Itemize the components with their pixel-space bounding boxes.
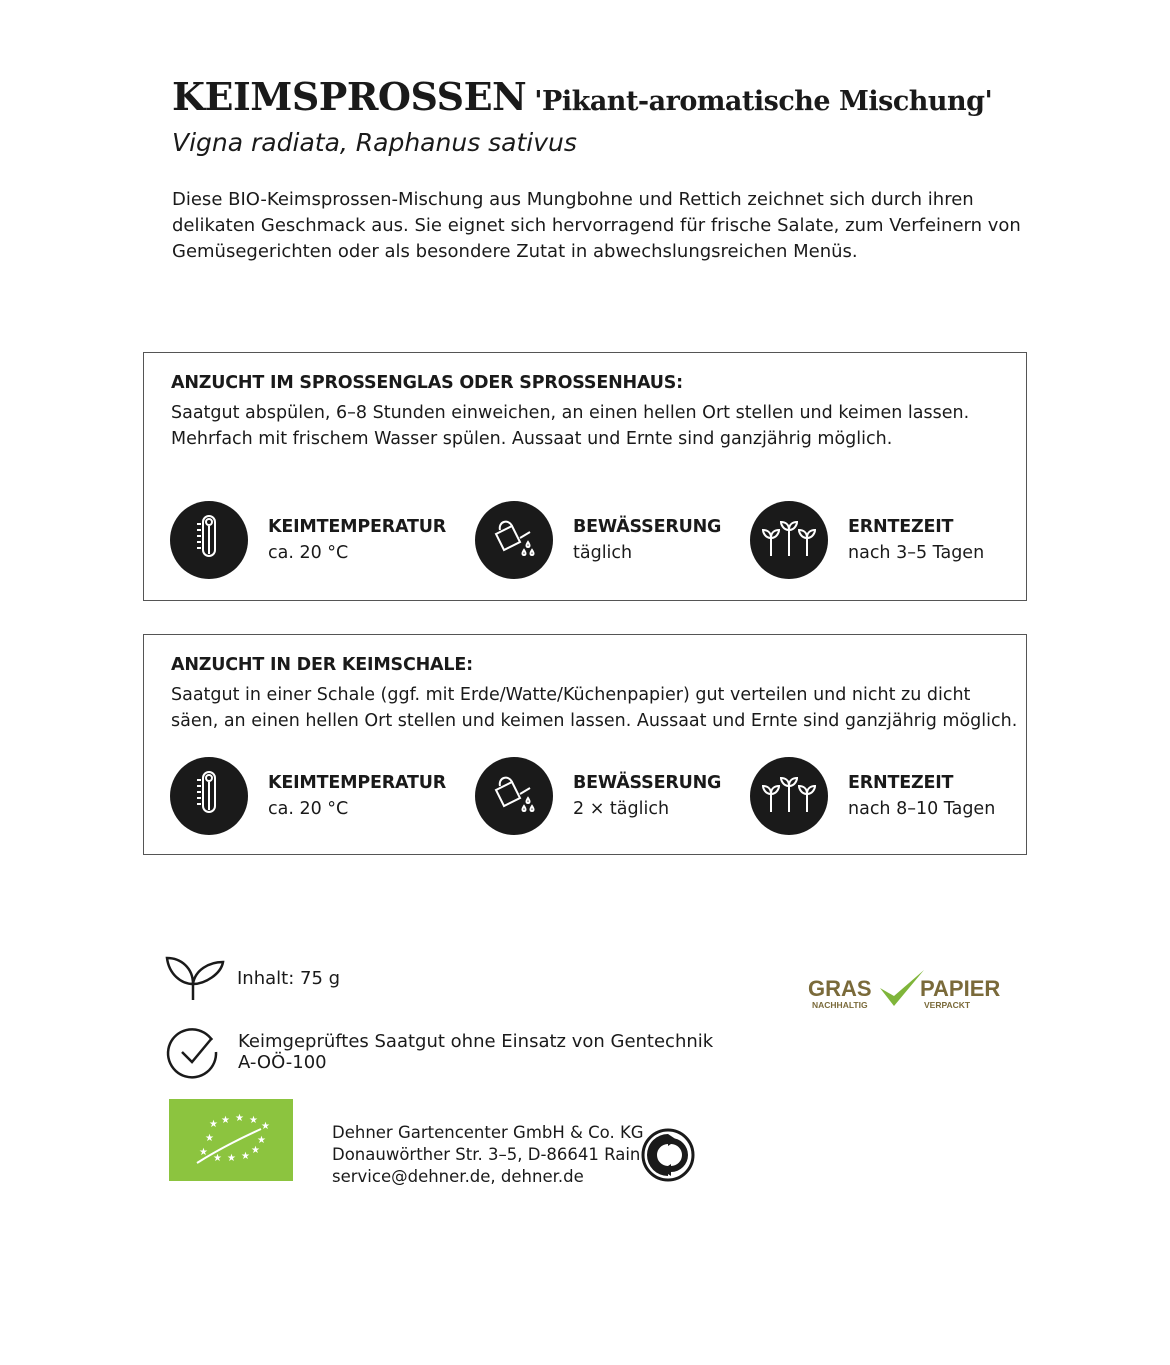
leaf-icon — [163, 952, 227, 1004]
certified-row — [166, 1024, 713, 1080]
papier-word: PAPIER — [920, 976, 1001, 1001]
stat-keimtemperatur — [170, 757, 446, 835]
stat-label: KEIMTEMPERATUR — [268, 517, 447, 537]
stat-label: ERNTEZEIT — [848, 517, 954, 537]
company-name: Dehner Gartencenter GmbH & Co. KG — [332, 1123, 644, 1142]
eu-organic-logo — [169, 1099, 293, 1181]
graspapier-logo — [808, 968, 1004, 1012]
latin-name: Vigna radiata, Raphanus sativus — [172, 128, 577, 157]
stat-value: ca. 20 °C — [268, 799, 349, 819]
stat-bewaesserung — [475, 501, 721, 579]
panel-heading: ANZUCHT IN DER KEIMSCHALE: — [171, 655, 473, 675]
stat-erntezeit — [750, 757, 995, 835]
svg-text:★: ★ — [251, 1145, 260, 1156]
svg-text:★: ★ — [209, 1119, 218, 1130]
intro-text: Diese BIO-Keimsprossen-Mischung aus Mungbohne und Rettich zeichnet sich durch ihren delikaten Geschmack aus. Sie eignet sich hervorragend für frische Salate, zum Verfeinern von Gemüsegerichten oder als besondere Zutat in abwechslungsreichen Menüs. — [172, 189, 1021, 262]
check-icon — [880, 970, 924, 1006]
inhalt-text: Inhalt: 75 g — [237, 967, 341, 989]
stat-bewaesserung — [475, 757, 721, 835]
panel-keimschale — [143, 634, 1027, 855]
papier-sub: VERPACKT — [924, 1000, 971, 1010]
sprouts-icon — [750, 757, 828, 835]
panel-sprossenglas — [143, 352, 1027, 601]
product-title: KEIMSPROSSEN — [172, 74, 527, 119]
thermometer-icon — [170, 501, 248, 579]
svg-text:★: ★ — [257, 1135, 266, 1146]
stat-keimtemperatur — [170, 501, 446, 579]
stat-value: nach 3–5 Tagen — [848, 543, 985, 563]
svg-text:★: ★ — [241, 1151, 250, 1162]
inhalt-row — [163, 952, 340, 1004]
panel-text: Saatgut abspülen, 6–8 Stunden einweichen, an einen hellen Ort stellen und keimen lassen. Mehrfach mit frischem Wasser spülen. Aussaat und Ernte sind ganzjährig möglich. — [171, 403, 970, 449]
svg-text:★: ★ — [199, 1147, 208, 1158]
stat-value: ca. 20 °C — [268, 543, 349, 563]
certified-text: Keimgeprüftes Saatgut ohne Einsatz von Gentechnik — [238, 1031, 714, 1052]
sprouts-icon — [750, 501, 828, 579]
stat-label: KEIMTEMPERATUR — [268, 773, 447, 793]
svg-text:★: ★ — [235, 1113, 244, 1124]
gras-word: GRAS — [808, 976, 872, 1001]
thermometer-icon — [170, 757, 248, 835]
stat-label: BEWÄSSERUNG — [573, 517, 722, 537]
svg-text:★: ★ — [261, 1121, 270, 1132]
company-street: Donauwörther Str. 3–5, D-86641 Rain — [332, 1145, 641, 1164]
watering-can-icon — [475, 757, 553, 835]
stat-value: 2 × täglich — [573, 799, 670, 819]
stat-label: ERNTEZEIT — [848, 773, 954, 793]
svg-text:★: ★ — [249, 1115, 258, 1126]
stat-erntezeit — [750, 501, 984, 579]
certified-code: A-OÖ-100 — [238, 1052, 327, 1073]
company-address — [332, 1122, 644, 1188]
title-line — [172, 74, 992, 119]
svg-text:★: ★ — [221, 1115, 230, 1126]
stat-label: BEWÄSSERUNG — [573, 773, 722, 793]
svg-text:★: ★ — [227, 1153, 236, 1164]
stat-value: täglich — [573, 543, 633, 563]
company-contact: service@dehner.de, dehner.de — [332, 1167, 584, 1186]
green-dot-icon — [641, 1128, 695, 1182]
gras-sub: NACHHALTIG — [812, 1000, 868, 1010]
stat-value: nach 8–10 Tagen — [848, 799, 996, 819]
svg-text:★: ★ — [213, 1153, 222, 1164]
watering-can-icon — [475, 501, 553, 579]
svg-text:★: ★ — [205, 1133, 214, 1144]
product-variety: 'Pikant-aromatische Mischung' — [534, 86, 993, 117]
panel-text: Saatgut in einer Schale (ggf. mit Erde/Watte/Küchenpapier) gut verteilen und nicht zu dicht säen, an einen hellen Ort stellen und keimen lassen. Aussaat und Ernte sind ganzjährig möglich. — [171, 685, 1018, 731]
check-circle-icon — [166, 1024, 222, 1080]
panel-heading: ANZUCHT IM SPROSSENGLAS ODER SPROSSENHAUS: — [171, 373, 683, 393]
